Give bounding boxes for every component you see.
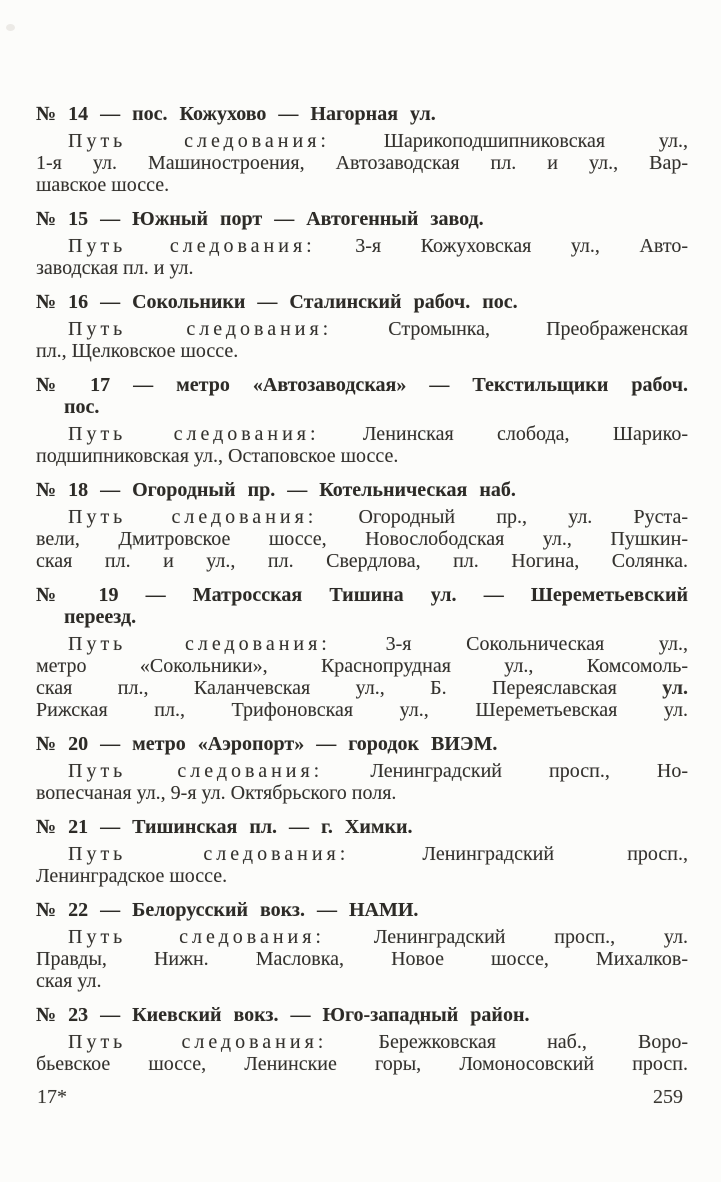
text-line (36, 528, 688, 550)
route-entry (36, 733, 688, 804)
text-line (36, 374, 688, 396)
text-line (36, 677, 688, 699)
route-heading (36, 1004, 688, 1026)
route-description (36, 423, 688, 467)
text-line (36, 208, 688, 230)
text-segment: ская пл., Каланчевская ул., Б. Переяславская (36, 677, 663, 699)
text-line (36, 550, 688, 572)
text-line (64, 606, 688, 628)
text-line (36, 655, 688, 677)
text-segment: вели, Дмитровское шоссе, Новослободская ул., Пушкин- (36, 528, 688, 550)
text-segment: заводская пл. и ул. (36, 257, 194, 279)
text-segment: № 20 — метро «Аэропорт» — городок ВИЭМ. (36, 733, 498, 755)
text-segment: ская ул. (36, 970, 102, 992)
text-segment: пл., Щелковское шоссе. (36, 340, 239, 362)
text-segment: подшипниковская ул., Остаповское шоссе. (36, 445, 399, 467)
route-description (36, 633, 688, 721)
text-segment: Ленинградский просп., Но- (323, 760, 689, 782)
text-segment: Рижская пл., Трифоновская ул., Шереметьевская ул. (36, 699, 688, 721)
route-heading (36, 899, 688, 921)
text-segment: № 18 — Огородный пр. — Котельническая наб. (36, 479, 516, 501)
route-heading (36, 208, 688, 230)
text-line (36, 948, 688, 970)
route-list (36, 103, 688, 1087)
text-segment: переезд. (64, 606, 137, 628)
route-heading (36, 374, 688, 418)
route-heading (36, 291, 688, 313)
text-segment: Ленинградское шоссе. (36, 865, 228, 887)
text-line (68, 1031, 688, 1053)
route-heading (36, 479, 688, 501)
text-segment: № 15 — Южный порт — Автогенный завод. (36, 208, 484, 230)
text-segment: Бережковская наб., Воро- (327, 1031, 688, 1053)
text-line (68, 633, 688, 655)
route-label: Путь следования: (68, 423, 320, 445)
route-heading (36, 816, 688, 838)
text-line (36, 899, 688, 921)
text-line (36, 257, 688, 279)
text-segment: № 17 — метро «Автозаводская» — Текстильщики рабоч. (36, 374, 688, 396)
text-line (68, 843, 688, 865)
route-entry (36, 208, 688, 279)
text-segment: 3-я Сокольническая ул., (330, 633, 689, 655)
text-line (36, 291, 688, 313)
text-line (36, 816, 688, 838)
route-description (36, 235, 688, 279)
text-segment: № 23 — Киевский вокз. — Юго-западный район. (36, 1004, 530, 1026)
route-entry (36, 584, 688, 721)
scan-artifact (6, 24, 15, 31)
text-segment: бьевское шоссе, Ленинские горы, Ломоносовский просп. (36, 1053, 688, 1075)
route-label: Путь следования: (68, 760, 324, 782)
text-segment: Ленинская слобода, Шарико- (319, 423, 688, 445)
text-segment: № 19 — Матросская Тишина ул. — Шереметьевский (36, 584, 688, 606)
text-segment: 3-я Кожуховская ул., Авто- (315, 235, 688, 257)
page-number: 259 (653, 1086, 683, 1108)
text-segment: № 16 — Сокольники — Сталинский рабоч. пос. (36, 291, 518, 313)
text-segment: Ленинградский просп., (349, 843, 688, 865)
text-segment: Ленинградский просп., ул. (325, 926, 689, 948)
route-heading (36, 584, 688, 628)
route-entry (36, 374, 688, 467)
route-entry (36, 899, 688, 992)
text-line (64, 396, 688, 418)
text-segment: ская пл. и ул., пл. Свердлова, пл. Ногина, Солянка. (36, 550, 688, 572)
text-line (36, 1053, 688, 1075)
route-label: Путь следования: (68, 1031, 328, 1053)
text-segment: Правды, Нижн. Масловка, Новое шоссе, Михалков- (36, 948, 688, 970)
route-label: Путь следования: (68, 926, 325, 948)
route-heading (36, 103, 688, 125)
route-entry (36, 103, 688, 196)
text-line (36, 445, 688, 467)
route-description (36, 760, 688, 804)
route-label: Путь следования: (68, 318, 333, 340)
route-entry (36, 479, 688, 572)
page-footer (37, 1086, 683, 1108)
signature-mark: 17* (37, 1086, 67, 1108)
text-segment: пос. (64, 396, 100, 418)
text-line (68, 926, 688, 948)
text-segment: Стромынка, Преображенская (332, 318, 688, 340)
text-segment: № 22 — Белорусский вокз. — НАМИ. (36, 899, 419, 921)
route-description (36, 1031, 688, 1075)
text-segment: вопесчаная ул., 9-я ул. Октябрьского поля. (36, 782, 397, 804)
text-segment: 1-я ул. Машиностроения, Автозаводская пл. и ул., Вар- (36, 152, 688, 174)
text-segment: Огородный пр., ул. Руста- (317, 506, 689, 528)
text-line (68, 760, 688, 782)
text-line (36, 174, 688, 196)
route-entry (36, 816, 688, 887)
text-segment: Шарикоподшипниковская ул., (329, 130, 689, 152)
text-segment: № 21 — Тишинская пл. — г. Химки. (36, 816, 413, 838)
text-line (68, 130, 688, 152)
text-line (36, 970, 688, 992)
text-line (36, 865, 688, 887)
route-label: Путь следования: (68, 235, 316, 257)
route-label: Путь следования: (68, 633, 331, 655)
text-segment: шавское шоссе. (36, 174, 170, 196)
text-line (36, 152, 688, 174)
route-description (36, 506, 688, 572)
text-line (68, 423, 688, 445)
route-description (36, 843, 688, 887)
text-line (36, 103, 688, 125)
route-label: Путь следования: (68, 843, 350, 865)
route-description (36, 926, 688, 992)
text-segment: № 14 — пос. Кожухово — Нагорная ул. (36, 103, 436, 125)
route-entry (36, 291, 688, 362)
text-segment: ул. (662, 677, 688, 699)
route-heading (36, 733, 688, 755)
route-label: Путь следования: (68, 506, 318, 528)
text-segment: метро «Сокольники», Краснопрудная ул., Комсомоль- (36, 655, 688, 677)
text-line (36, 340, 688, 362)
text-line (36, 1004, 688, 1026)
text-line (36, 584, 688, 606)
text-line (68, 506, 688, 528)
text-line (36, 479, 688, 501)
text-line (36, 733, 688, 755)
route-description (36, 130, 688, 196)
text-line (36, 782, 688, 804)
route-entry (36, 1004, 688, 1075)
route-description (36, 318, 688, 362)
text-line (68, 235, 688, 257)
text-line (36, 699, 688, 721)
route-label: Путь следования: (68, 130, 330, 152)
text-line (68, 318, 688, 340)
